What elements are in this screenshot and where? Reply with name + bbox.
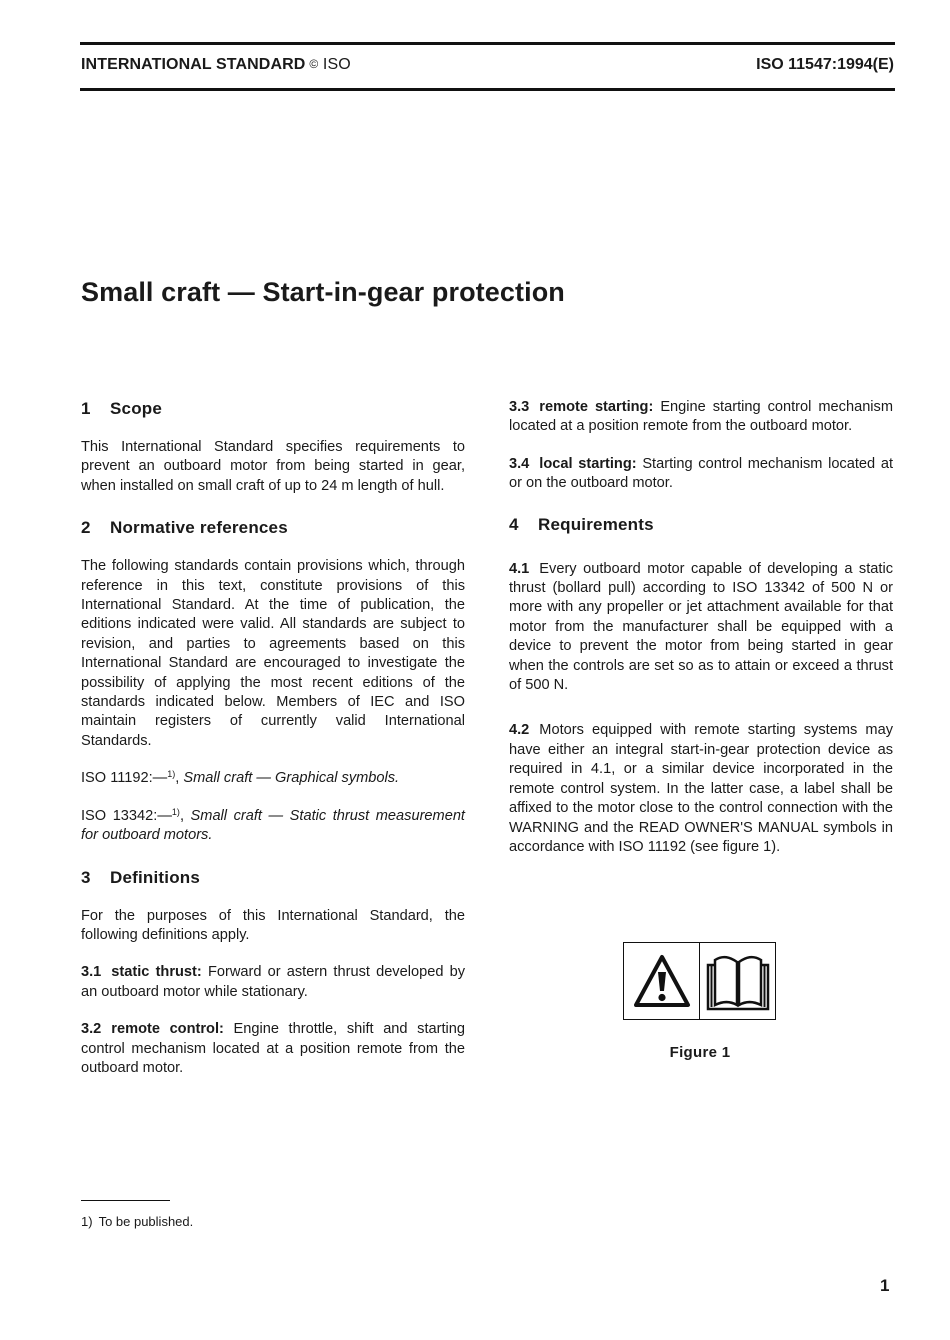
section-1-heading: 1 Scope — [81, 399, 163, 418]
figure-1-caption: Figure 1 — [669, 1044, 731, 1061]
footnote: 1) To be published. — [81, 1214, 194, 1229]
right-column — [509, 398, 893, 857]
header-rule-top — [80, 42, 895, 45]
page-number: 1 — [880, 1276, 890, 1295]
definition-3-4: 3.4 local starting: Starting control mechanism located at or on the outboard motor. — [509, 455, 893, 492]
definition-3-3: 3.3 remote starting: Engine starting control mechanism located at a position remote from the outboard motor. — [509, 399, 894, 435]
manual-book-icon — [705, 950, 771, 1012]
manual-symbol-cell — [699, 943, 775, 1019]
document-title: Small craft — Start-in-gear protection — [81, 277, 565, 307]
scope-text: This International Standard specifies requirements to prevent an outboard motor from being started in gear, when installed on small craft of up to 24 m length of hull. — [81, 439, 465, 494]
header-rule-bottom — [80, 88, 895, 91]
section-4-heading: 4 Requirements — [509, 514, 654, 534]
requirement-4-2: 4.2 Motors equipped with remote starting systems may have either an integral start-in-gear protection device as required in 4.1, or a similar device incorporated in the remote control system. In the latter case, a label shall be affixed to the motor close to the control connection with the WARNING and the READ OWNER'S MANUAL symbols in accordance with ISO 11192 (see figure 1). — [509, 722, 893, 855]
header-document-number: ISO 11547:1994(E) — [756, 56, 894, 73]
header-standard-label: INTERNATIONAL STANDARD © ISO — [81, 56, 351, 73]
section-3-heading: 3 Definitions — [81, 867, 201, 887]
definition-3-1: 3.1 static thrust: Forward or astern thrust developed by an outboard motor while stationary. — [81, 964, 465, 1000]
definitions-intro: For the purposes of this International Standard, the following definitions apply. — [81, 907, 465, 943]
requirement-4-1: 4.1 Every outboard motor capable of developing a static thrust (bollard pull) according to ISO 13342 of 500 N or more with any propeller or jet attachment available for that motor from the manufacturer shall be equipped with a device to prevent the motor from being started in gear when the controls are set so as to attain or exceed a thrust of 500 N. — [509, 560, 893, 694]
definition-3-2: 3.2 remote control: Engine throttle, shift and starting control mechanism located at a position remote from the outboard motor. — [81, 1021, 465, 1076]
footnote-rule — [81, 1200, 170, 1201]
reference-iso-11192: ISO 11192:—$^{1)}$, Small craft — Graphical symbols. — [81, 769, 400, 787]
figure-1-symbols — [623, 942, 776, 1020]
warning-symbol-cell — [624, 943, 699, 1019]
warning-triangle-icon — [632, 953, 692, 1009]
left-column — [81, 398, 465, 1078]
section-2-heading: 2 Normative references — [81, 518, 288, 538]
reference-iso-13342: ISO 13342:—$^{1)}$, Small craft — Static thrust measurement for outboard motors. — [81, 806, 465, 844]
normative-text: The following standards contain provisions which, through reference in this text, constitute provisions of this International Standard. At the time of publication, the editions indicated were valid. All standards are subject to revision, and parties to agreements based on this International Standard are encouraged to investigate the possibility of applying the most recent editions of the standards indicated below. Members of IEC and ISO maintain registers of currently valid International Standards. — [81, 558, 465, 749]
